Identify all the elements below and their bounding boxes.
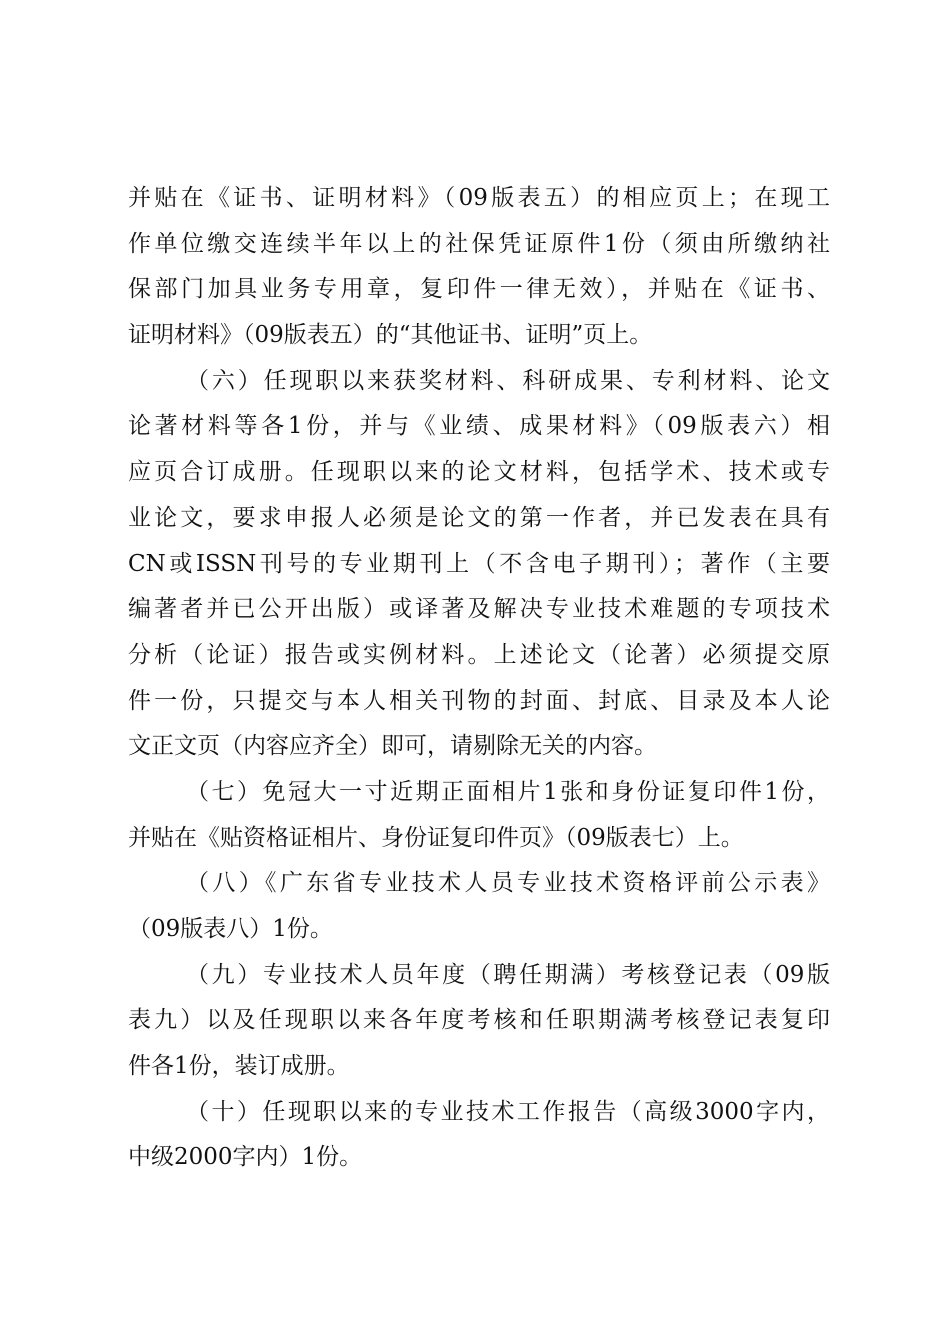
text-line: 并贴在《贴资格证相片、身份证复印件页》（09版表七）上。 bbox=[128, 824, 744, 851]
text-line: 中级2000字内）1份。 bbox=[128, 1144, 363, 1171]
text-line: 证明材料》（09版表五）的“其他证书、证明”页上。 bbox=[128, 322, 653, 349]
text-line: （十）任现职以来的专业技术工作报告（高级3000字内， bbox=[186, 1098, 830, 1125]
paragraph-item-10 bbox=[128, 1090, 830, 1181]
document-body bbox=[128, 176, 830, 1181]
paragraph-item-7 bbox=[128, 770, 830, 861]
text-line: 件各1份，装订成册。 bbox=[128, 1053, 350, 1080]
text-line: （七）免冠大一寸近期正面相片1张和身份证复印件1份， bbox=[186, 778, 830, 805]
text-line: （09版表八）1份。 bbox=[128, 916, 333, 942]
text-line: 编著者并已公开出版）或译著及解决专业技术难题的专项技术 bbox=[128, 596, 830, 623]
text-line: 文正文页（内容应齐全）即可，请剔除无关的内容。 bbox=[128, 733, 657, 760]
text-line: （九）专业技术人员年度（聘任期满）考核登记表（09版 bbox=[186, 961, 830, 988]
text-line: 分析（论证）报告或实例材料。上述论文（论著）必须提交原 bbox=[128, 641, 830, 668]
text-line: CN或ISSN刊号的专业期刊上（不含电子期刊）；著作（主要 bbox=[128, 550, 830, 577]
text-line: 保部门加具业务专用章，复印件一律无效），并贴在《证书、 bbox=[128, 276, 830, 303]
paragraph-item-8 bbox=[128, 861, 830, 952]
paragraph-continuation-item-5 bbox=[128, 176, 830, 359]
text-line: （六）任现职以来获奖材料、科研成果、专利材料、论文 bbox=[186, 367, 830, 394]
text-line: 表九）以及任现职以来各年度考核和任职期满考核登记表复印 bbox=[128, 1007, 830, 1034]
text-line: 作单位缴交连续半年以上的社保凭证原件1份（须由所缴纳社 bbox=[128, 230, 830, 257]
text-line: 论著材料等各1份，并与《业绩、成果材料》（09版表六）相 bbox=[128, 413, 830, 440]
text-line: 业论文，要求申报人必须是论文的第一作者，并已发表在具有 bbox=[128, 504, 830, 531]
text-line: 并贴在《证书、证明材料》（09版表五）的相应页上；在现工 bbox=[128, 185, 830, 211]
text-line: 应页合订成册。任现职以来的论文材料，包括学术、技术或专 bbox=[128, 459, 830, 486]
text-line: 件一份，只提交与本人相关刊物的封面、封底、目录及本人论 bbox=[128, 687, 830, 714]
paragraph-item-6 bbox=[128, 359, 830, 770]
text-line: （八）《广东省专业技术人员专业技术资格评前公示表》 bbox=[186, 870, 830, 897]
paragraph-item-9 bbox=[128, 953, 830, 1090]
